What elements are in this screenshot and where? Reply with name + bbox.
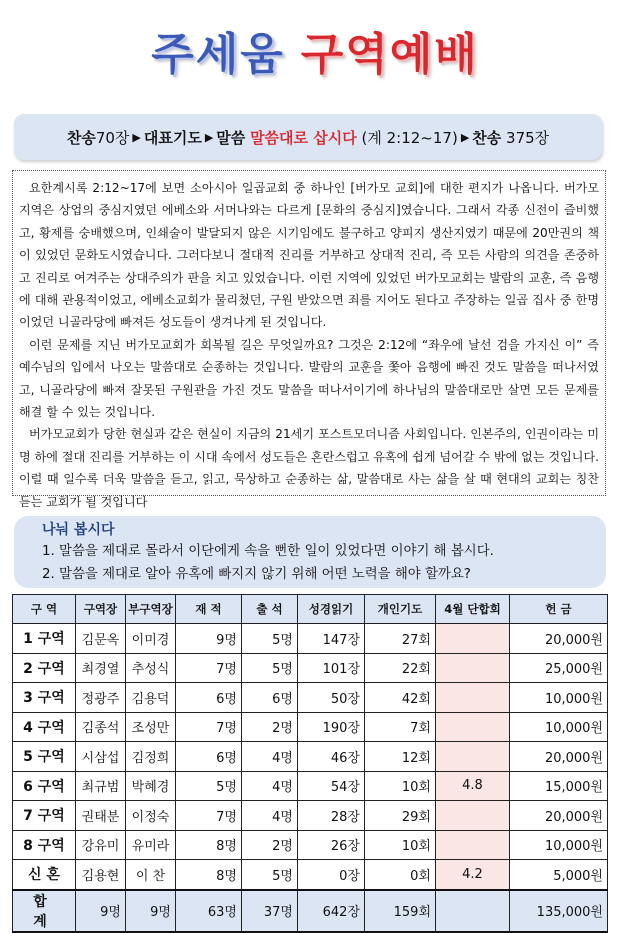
enrolled-cell: 8명: [176, 830, 242, 860]
bible-reading-cell: 46장: [298, 742, 365, 772]
prayer-count-cell: 10회: [365, 830, 436, 860]
col-header: 구역장: [76, 595, 126, 624]
offering-cell: 10,000원: [510, 830, 608, 860]
offering-cell: 25,000원: [510, 653, 608, 683]
district-name: 6 구역: [13, 771, 76, 801]
leader-cell: 최경열: [76, 653, 126, 683]
enrolled-cell: 6명: [176, 683, 242, 713]
attendance-cell: 2명: [242, 830, 298, 860]
offering-cell: 10,000원: [510, 712, 608, 742]
prayer-count-cell: 29회: [365, 801, 436, 831]
title-part1: 주세움: [151, 29, 285, 80]
district-name: 신 혼: [13, 860, 76, 890]
bible-reading-cell: 26장: [298, 830, 365, 860]
attendance-cell: 4명: [242, 771, 298, 801]
passage-paragraph-2: 이런 문제를 지닌 버가모교회가 회복될 길은 무엇일까요? 그것은 2:12에 “좌우에 날선 검을 가지신 이” 즉 예수님의 입에서 나오는 말씀대로 순종하는 것입니다. 발람의 교훈을 쫓아 음행에 빠진 것도 말씀을 떠나서였고, 니골라당에 빠져 잘못된 구원관을 가진 것도 말씀을 떠나서이기에 하나님의 말씀대로만 살면 모든 문제를 해결 할 수 있는 것입니다.: [19, 337, 599, 420]
passage-paragraph-3: 버가모교회가 당한 현실과 같은 현실이 지금의 21세기 포스트모더니즘 사회입니다. 인본주의, 인권이라는 미명 하에 절대 진리를 거부하는 이 시대 속에서 성도들은 혼란스럽고 유혹에 쉽게 넘어갈 수 밖에 없는 것입니다. 이럴 때 일수록 더욱 말씀을 듣고, 읽고, 묵상하고 순종하는 삶, 말씀대로 사는 삶을 살 때 현대의 교회는 칭찬 듣는 교회가 될 것입니다: [19, 427, 599, 509]
prayer-count-cell: 12회: [365, 742, 436, 772]
col-header: 4월 단합회: [436, 595, 510, 624]
attendance-cell: 4명: [242, 801, 298, 831]
district-name: 8 구역: [13, 830, 76, 860]
col-header: 재 적: [176, 595, 242, 624]
enrolled-cell: 7명: [176, 801, 242, 831]
enrolled-cell: 6명: [176, 742, 242, 772]
gathering-cell: 4.2: [436, 860, 510, 890]
district-name: 2 구역: [13, 653, 76, 683]
district-stats-table: [12, 594, 608, 933]
col-header: 성경읽기: [298, 595, 365, 624]
col-header: 구 역: [13, 595, 76, 624]
total-label: 합 계: [13, 890, 76, 932]
gathering-cell: [436, 683, 510, 713]
district-name: 5 구역: [13, 742, 76, 772]
gathering-cell: [436, 830, 510, 860]
prayer-count-total: 159회: [365, 890, 436, 932]
leader-cell: 권태분: [76, 801, 126, 831]
table-row: [13, 860, 608, 890]
table-row: [13, 683, 608, 713]
attendance-cell: 2명: [242, 712, 298, 742]
bible-reading-cell: 0장: [298, 860, 365, 890]
leader-cell: 김용현: [76, 860, 126, 890]
bible-reading-cell: 28장: [298, 801, 365, 831]
scripture-ref: (계 2:12~17): [361, 128, 458, 147]
attendance-cell: 4명: [242, 742, 298, 772]
enrolled-cell: 8명: [176, 860, 242, 890]
district-name: 1 구역: [13, 624, 76, 654]
offering-cell: 20,000원: [510, 624, 608, 654]
hymn2-number: 375장: [506, 128, 550, 147]
district-name: 7 구역: [13, 801, 76, 831]
leader-cell: 시삼섭: [76, 742, 126, 772]
col-header: 헌 금: [510, 595, 608, 624]
hymn1-number: 70장: [95, 128, 130, 147]
subleader-cell: 조성만: [126, 712, 176, 742]
prayer-count-cell: 7회: [365, 712, 436, 742]
arrow-right-icon: ▶: [204, 130, 214, 144]
table-row: [13, 830, 608, 860]
gathering-cell: 4.8: [436, 771, 510, 801]
enrolled-cell: 7명: [176, 653, 242, 683]
leader-total: 9명: [76, 890, 126, 932]
attendance-total: 37명: [242, 890, 298, 932]
hymn1-label: 찬송: [66, 128, 96, 147]
discussion-heading: 나눠 봅시다: [42, 522, 115, 538]
worship-order-bar: [14, 114, 602, 160]
subleader-cell: 박혜경: [126, 771, 176, 801]
table-row: [13, 742, 608, 772]
attendance-cell: 5명: [242, 860, 298, 890]
subleader-cell: 김정희: [126, 742, 176, 772]
enrolled-cell: 5명: [176, 771, 242, 801]
arrow-right-icon: ▶: [460, 130, 470, 144]
gathering-cell: [436, 742, 510, 772]
enrolled-cell: 7명: [176, 712, 242, 742]
discussion-box: [14, 516, 606, 588]
leader-cell: 김문옥: [76, 624, 126, 654]
bible-reading-total: 642장: [298, 890, 365, 932]
enrolled-total: 63명: [176, 890, 242, 932]
col-header: 개인기도: [365, 595, 436, 624]
district-name: 3 구역: [13, 683, 76, 713]
arrow-right-icon: ▶: [132, 130, 141, 144]
offering-cell: 20,000원: [510, 801, 608, 831]
subleader-cell: 이 찬: [126, 860, 176, 890]
leader-cell: 김종석: [76, 712, 126, 742]
gathering-total: [436, 890, 510, 932]
offering-cell: 10,000원: [510, 683, 608, 713]
table-total-row: [13, 890, 608, 932]
leader-cell: 강유미: [76, 830, 126, 860]
table-row: [13, 801, 608, 831]
subleader-cell: 유미라: [126, 830, 176, 860]
attendance-cell: 5명: [242, 653, 298, 683]
offering-cell: 5,000원: [510, 860, 608, 890]
prayer-count-cell: 42회: [365, 683, 436, 713]
enrolled-cell: 9명: [176, 624, 242, 654]
discussion-question-1: 1. 말씀을 제대로 몰라서 이단에게 속을 뻔한 일이 있었다면 이야기 해 봅시다.: [42, 544, 494, 559]
prayer-count-cell: 22회: [365, 653, 436, 683]
table-row: [13, 624, 608, 654]
offering-cell: 15,000원: [510, 771, 608, 801]
bible-reading-cell: 147장: [298, 624, 365, 654]
attendance-cell: 6명: [242, 683, 298, 713]
sermon-title: 말씀대로 삽시다: [250, 128, 357, 147]
gathering-cell: [436, 624, 510, 654]
table-row: [13, 653, 608, 683]
subleader-cell: 김용덕: [126, 683, 176, 713]
page-title: [0, 18, 630, 82]
title-part2: 구역예배: [300, 29, 479, 80]
attendance-cell: 5명: [242, 624, 298, 654]
word-label: 말씀: [216, 128, 246, 147]
passage-paragraph-1: 요한계시록 2:12~17에 보면 소아시아 일곱교회 중 하나인 [버가모 교회]에 대한 편지가 나옵니다. 버가모 지역은 상업의 중심지였던 에베소와 서머나와는 다르게 [문화의 중심지]였습니다. 그래서 각종 신전이 즐비했고, 황제를 숭배했으며, 인쇄술이 발달되지 않은 시기임에도 불구하고 양피지 생산지였기 때문에 20만권의 책이 있었던 문화도시였습니다. 그러다보니 절대적 진리를 거부하고 상대적 진리, 즉 모든 사람의 의견을 존중하고 진리로 여겨주는 상대주의가 판을 치고 있었습니다. 이런 지역에 있었던 버가모교회는 발람의 교훈, 즉 음행에 대해 관용적이었고, 에베소교회가 물리쳤던, 구원 받았으면 죄를 지어도 된다고 주장하는 일곱 집사 중 한명이었던 니골라당에 빠져든 성도들이 생겨나게 된 것입니다.: [19, 181, 599, 330]
leader-cell: 정광주: [76, 683, 126, 713]
subleader-cell: 추성식: [126, 653, 176, 683]
offering-cell: 20,000원: [510, 742, 608, 772]
table-header-row: [13, 595, 608, 624]
col-header: 부구역장: [126, 595, 176, 624]
table-row: [13, 712, 608, 742]
prayer-count-cell: 27회: [365, 624, 436, 654]
bible-reading-cell: 190장: [298, 712, 365, 742]
hymn2-label: 찬송: [472, 128, 502, 147]
gathering-cell: [436, 653, 510, 683]
prayer-count-cell: 0회: [365, 860, 436, 890]
gathering-cell: [436, 801, 510, 831]
subleader-cell: 이정숙: [126, 801, 176, 831]
bible-reading-cell: 101장: [298, 653, 365, 683]
bible-reading-cell: 54장: [298, 771, 365, 801]
subleader-total: 9명: [126, 890, 176, 932]
prayer-count-cell: 10회: [365, 771, 436, 801]
col-header: 출 석: [242, 595, 298, 624]
bible-reading-cell: 50장: [298, 683, 365, 713]
gathering-cell: [436, 712, 510, 742]
sermon-passage: [12, 170, 606, 509]
leader-cell: 최규범: [76, 771, 126, 801]
offering-total: 135,000원: [510, 890, 608, 932]
table-row: [13, 771, 608, 801]
discussion-question-2: 2. 말씀을 제대로 알아 유혹에 빠지지 않기 위해 어떤 노력을 해야 할까요?: [42, 567, 471, 582]
subleader-cell: 이미경: [126, 624, 176, 654]
prayer-label: 대표기도: [143, 128, 202, 147]
district-name: 4 구역: [13, 712, 76, 742]
